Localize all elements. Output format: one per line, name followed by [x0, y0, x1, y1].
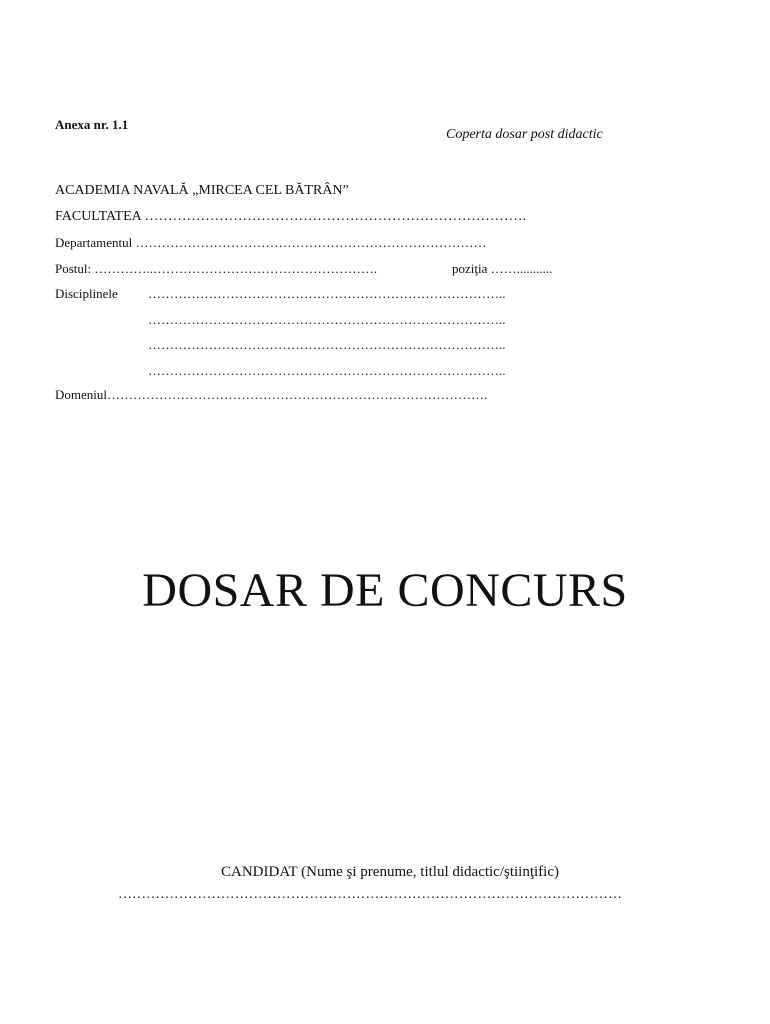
- candidate-label: CANDIDAT (Nume şi prenume, titlul didactic/ştiinţific): [221, 864, 559, 880]
- disciplines-line: ………………………………………………………………………..: [148, 363, 506, 378]
- disciplines-label: Disciplinele: [55, 286, 118, 301]
- institution-name: ACADEMIA NAVALĂ „MIRCEA CEL BĂTRÂN”: [55, 183, 349, 198]
- disciplines-line: ………………………………………………………………………..: [148, 286, 506, 301]
- disciplines-line: ………………………………………………………………………..: [148, 337, 506, 352]
- post-field: Postul: …………..…………………………………………….: [55, 261, 378, 276]
- disciplines-line: ………………………………………………………………………..: [148, 312, 506, 327]
- candidate-name-field: ………………………………………………………………………………………………: [118, 887, 622, 902]
- position-field: poziţia ……...........: [452, 261, 553, 276]
- document-title: DOSAR DE CONCURS: [142, 564, 628, 617]
- faculty-field: FACULTATEA ……………………………………………………………………….: [55, 209, 527, 224]
- department-field: Departamentul ………………………………………………………………………: [55, 235, 487, 250]
- domain-field: Domeniul…………………………………………………………………………….: [55, 387, 488, 402]
- annex-number: Anexa nr. 1.1: [55, 117, 129, 132]
- cover-note: Coperta dosar post didactic: [446, 127, 603, 142]
